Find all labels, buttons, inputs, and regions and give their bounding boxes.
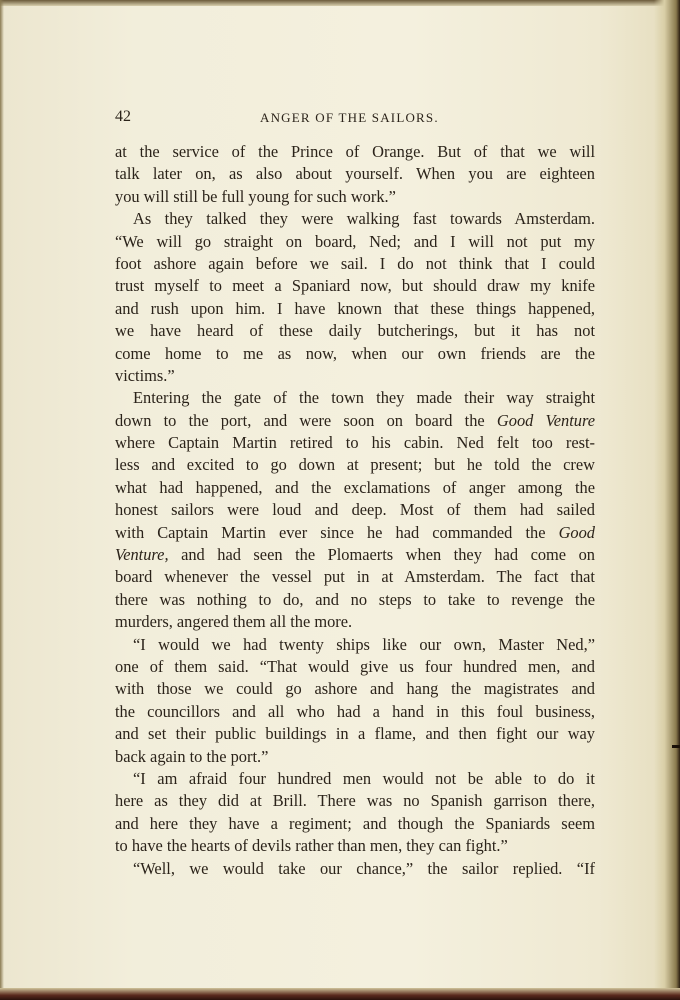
text-run: come home to me as now, when our own friends are the — [115, 343, 595, 363]
text-run: with those we could go ashore and hang the magistrates and — [115, 679, 595, 699]
text-run: honest sailors were loud and deep. Most of them had sailed — [115, 500, 595, 520]
text-run: down to the port, and were soon on board the — [115, 410, 497, 430]
text-run: board whenever the vessel put in at Amsterdam. The fact that — [115, 567, 595, 587]
text-run: victims.” — [115, 365, 175, 385]
body-text — [115, 141, 595, 880]
text-line — [115, 656, 595, 678]
text-line — [115, 544, 595, 566]
text-line — [115, 477, 595, 499]
text-run: you will still be full young for such work.” — [115, 186, 396, 206]
running-head: ANGER OF THE SAILORS. — [260, 110, 439, 125]
text-line — [115, 298, 595, 320]
text-line — [115, 566, 595, 588]
text-run: and set their public buildings in a flame, and then fight our way — [115, 724, 595, 744]
text-run: and rush upon him. I have known that these things happened, — [115, 298, 595, 318]
text-line — [115, 723, 595, 745]
text-run: here as they did at Brill. There was no Spanish garrison there, — [115, 791, 595, 811]
text-run: “I would we had twenty ships like our own, Master Ned,” — [133, 634, 595, 654]
text-run: and had seen the Plomaerts when they had come on — [168, 545, 595, 565]
text-line — [115, 678, 595, 700]
text-line — [115, 231, 595, 253]
page-number: 42 — [115, 108, 131, 125]
text-line — [115, 813, 595, 835]
text-run: Entering the gate of the town they made their way straight — [133, 388, 595, 408]
text-line — [115, 454, 595, 476]
text-run: foot ashore again before we sail. I do not think that I could — [115, 253, 595, 273]
text-run: and here they have a regiment; and though the Spaniards seem — [115, 813, 595, 833]
text-run: at the service of the Prince of Orange. But of that we will — [115, 142, 595, 161]
text-line — [115, 275, 595, 297]
text-run: with Captain Martin ever since he had commanded the — [115, 522, 559, 542]
text-line — [115, 365, 595, 387]
italic-title: Good Venture — [496, 410, 595, 430]
text-line — [115, 634, 595, 656]
text-line — [115, 432, 595, 454]
text-line — [115, 611, 595, 633]
text-line — [115, 163, 595, 185]
text-run: back again to the port.” — [115, 746, 269, 766]
text-run: what had happened, and the exclamations of anger among the — [115, 477, 595, 497]
page-left-edge — [0, 0, 4, 1000]
text-line — [115, 343, 595, 365]
text-run: one of them said. “That would give us four hundred men, and — [115, 656, 595, 676]
text-run: “Well, we would take our chance,” the sailor replied. “If — [133, 858, 595, 878]
book-cover-bottom — [0, 988, 680, 1000]
text-line — [115, 835, 595, 857]
text-line — [115, 768, 595, 790]
text-line — [115, 858, 595, 880]
text-run: murders, angered them all the more. — [115, 612, 353, 632]
text-run: less and excited to go down at present; but he told the crew — [115, 455, 595, 475]
text-line — [115, 589, 595, 611]
text-line — [115, 387, 595, 409]
text-run: trust myself to meet a Spaniard now, but should draw my knife — [115, 276, 595, 296]
text-line — [115, 410, 595, 432]
page-header — [115, 108, 595, 130]
page-right-edge — [654, 0, 680, 1000]
text-run: “I am afraid four hundred men would not be able to do it — [133, 768, 595, 788]
text-run: where Captain Martin retired to his cabin. Ned felt too rest- — [115, 433, 595, 453]
text-line — [115, 701, 595, 723]
text-run: As they talked they were walking fast towards Amsterdam. — [133, 209, 595, 229]
page-top-edge — [0, 0, 680, 6]
text-line — [115, 790, 595, 812]
text-line — [115, 746, 595, 768]
text-line — [115, 499, 595, 521]
text-run: talk later on, as also about yourself. When you are eighteen — [115, 164, 595, 184]
text-run: to have the hearts of devils rather than men, they can fight.” — [115, 836, 508, 856]
italic-title: Good — [558, 522, 595, 542]
text-line — [115, 320, 595, 342]
text-run: the councillors and all who had a hand in this foul business, — [115, 701, 595, 721]
text-line — [115, 186, 595, 208]
page-marker — [672, 745, 680, 748]
text-run: “We will go straight on board, Ned; and I will not put my — [115, 231, 595, 251]
italic-title: Venture, — [115, 545, 169, 565]
text-line — [115, 522, 595, 544]
text-run: there was nothing to do, and no steps to take to revenge the — [115, 589, 595, 609]
text-line — [115, 208, 595, 230]
text-line — [115, 141, 595, 163]
text-run: we have heard of these daily butcherings, but it has not — [115, 321, 595, 341]
text-line — [115, 253, 595, 275]
